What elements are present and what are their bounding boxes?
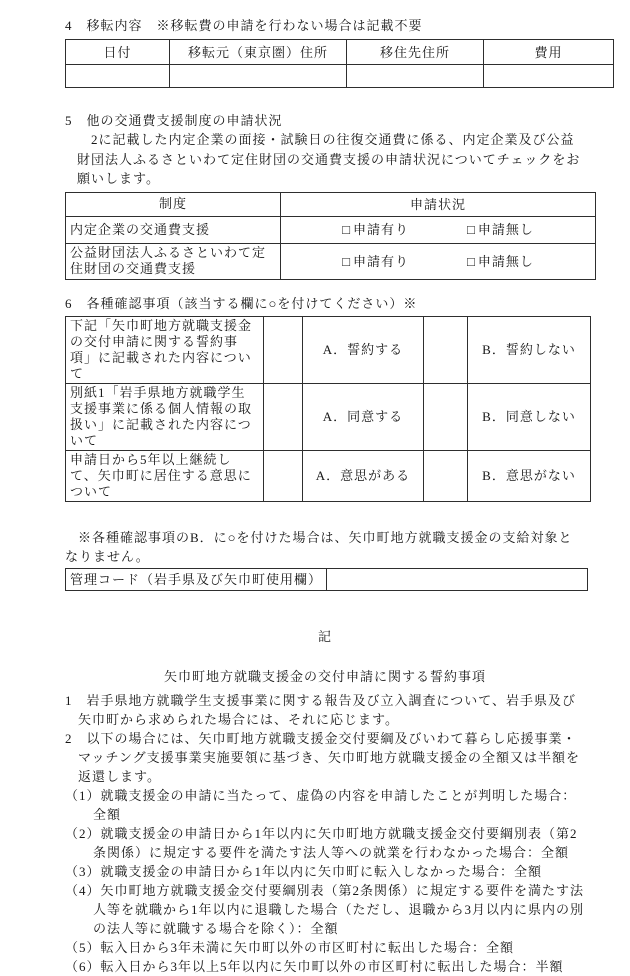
pledge-subitem-5: （5）転入日から3年未満に矢巾町以外の市区町村に転出した場合：全額 bbox=[65, 939, 515, 955]
confirmation-desc-personal-info: 別紙1「岩手県地方就職学生支援事業に係る個人情報の取扱い」に記載された内容について bbox=[66, 383, 264, 450]
checkbox-label: 申請無し bbox=[477, 222, 534, 237]
header-application-status: 申請状況 bbox=[281, 192, 596, 216]
pledge-item-2: 2 以下の場合には、矢巾町地方就職支援金交付要綱及びいわて暮らし応援事業・マッチング支援事業実施要領に基づき、矢巾町地方就職支援金の全額又は半額を返還します。 bbox=[65, 730, 581, 784]
checkbox-option-not-applied[interactable] bbox=[467, 252, 534, 271]
pledge-subitem-3: （3）就職支援金の申請日から1年以内に矢巾町に転入しなかった場合：全額 bbox=[65, 863, 543, 879]
checkbox-icon[interactable]: □ bbox=[342, 253, 351, 269]
table-row bbox=[66, 568, 588, 590]
checkbox-label: 申請無し bbox=[477, 253, 534, 269]
transport-support-table bbox=[65, 192, 596, 280]
system-name-foundation-support: 公益財団法人ふるさといわて定住財団の交通費支援 bbox=[66, 243, 281, 279]
table-row bbox=[66, 383, 591, 450]
checkbox-label: 申請有り bbox=[352, 253, 409, 269]
section5-heading: 5 他の交通費支援制度の申請状況 bbox=[65, 113, 283, 128]
relocation-origin-address-field[interactable] bbox=[170, 65, 347, 88]
relocation-table-input-row bbox=[66, 65, 614, 88]
circle-mark-cell-b[interactable] bbox=[424, 450, 468, 501]
checkbox-icon[interactable]: □ bbox=[467, 253, 476, 269]
confirmation-desc-residence-intent: 申請日から5年以上継続して、矢巾町に居住する意思について bbox=[66, 450, 264, 501]
pledge-subitem-4: （4）矢巾町地方就職支援金交付要綱別表（第2条関係）に規定する要件を満たす法人等を就職から1年以内に退職した場合（ただし、退職から3月以内に県内の別の法人等に就職する場合を除く）：全額 bbox=[65, 882, 585, 936]
circle-mark-cell-a[interactable] bbox=[264, 383, 303, 450]
option-b-consent[interactable]: B．同意しない bbox=[468, 383, 591, 450]
relocation-date-field[interactable] bbox=[66, 65, 170, 88]
pledge-title: 矢巾町地方就職支援金の交付申請に関する誓約事項 bbox=[163, 668, 486, 684]
admin-code-label: 管理コード（岩手県及び矢巾町使用欄） bbox=[66, 568, 327, 590]
option-b-pledge[interactable]: B．誓約しない bbox=[468, 316, 591, 383]
relocation-cost-field[interactable] bbox=[484, 65, 614, 88]
ki-marker: 記 bbox=[317, 628, 332, 644]
checkbox-option-applied[interactable] bbox=[342, 252, 409, 271]
pledge-subitem-2: （2）就職支援金の申請日から1年以内に矢巾町地方就職支援金交付要綱別表（第2条関係）に規定する要件を満たす法人等への就業を行わなかった場合：全額 bbox=[65, 825, 578, 860]
table-row bbox=[66, 243, 596, 279]
admin-code-field[interactable] bbox=[327, 568, 588, 590]
relocation-header-date: 日付 bbox=[66, 40, 170, 65]
table-row bbox=[66, 450, 591, 501]
circle-mark-cell-b[interactable] bbox=[424, 316, 468, 383]
checkbox-icon[interactable]: □ bbox=[342, 222, 351, 237]
circle-mark-cell-a[interactable] bbox=[264, 450, 303, 501]
section6-heading: 6 各種確認事項（該当する欄に○を付けてください）※ bbox=[65, 295, 418, 311]
confirmation-desc-pledge: 下記「矢巾町地方就職支援金の交付申請に関する誓約事項」に記載された内容について bbox=[66, 316, 264, 383]
circle-mark-cell-b[interactable] bbox=[424, 383, 468, 450]
pledge-item-1: 1 岩手県地方就職学生支援事業に関する報告及び立入調査について、岩手県及び矢巾町から求められた場合には、それに応じます。 bbox=[65, 692, 576, 727]
checkbox-option-applied[interactable] bbox=[342, 220, 409, 239]
checkbox-label: 申請有り bbox=[352, 222, 409, 237]
option-a-intent[interactable]: A．意思がある bbox=[303, 450, 424, 501]
section4-heading: 4 移転内容 ※移転費の申請を行わない場合は記載不要 bbox=[65, 18, 423, 33]
checkbox-icon[interactable]: □ bbox=[467, 222, 476, 237]
relocation-table-header-row bbox=[66, 40, 614, 65]
section5-intro-paragraph: 2に記載した内定企業の面接・試験日の往復交通費に係る、内定企業及び公益財団法人ふるさといわて定住財団の交通費支援の申請状況についてチェックをお願いします。 bbox=[77, 132, 581, 186]
pledge-subitem-1: （1）就職支援金の申請に当たって、虚偽の内容を申請したことが判明した場合：全額 bbox=[65, 787, 577, 822]
relocation-destination-address-field[interactable] bbox=[347, 65, 484, 88]
confirmation-items-table bbox=[65, 316, 591, 502]
relocation-table bbox=[65, 39, 614, 88]
checkbox-option-not-applied[interactable] bbox=[467, 220, 534, 239]
circle-mark-cell-a[interactable] bbox=[264, 316, 303, 383]
pledge-items bbox=[65, 691, 585, 976]
option-a-consent[interactable]: A．同意する bbox=[303, 383, 424, 450]
relocation-header-destination-address: 移住先住所 bbox=[347, 40, 484, 65]
relocation-header-origin-address: 移転元（東京圏）住所 bbox=[170, 40, 347, 65]
relocation-header-cost: 費用 bbox=[484, 40, 614, 65]
table-row bbox=[66, 216, 596, 243]
table-row bbox=[66, 316, 591, 383]
pledge-subitem-6: （6）転入日から3年以上5年以内に矢巾町以外の市区町村に転出した場合：半額 bbox=[65, 958, 564, 974]
transport-support-header-row bbox=[66, 192, 596, 216]
system-name-company-support: 内定企業の交通費支援 bbox=[66, 216, 281, 243]
header-system: 制度 bbox=[66, 192, 281, 216]
section6-note: ※各種確認事項のB．に○を付けた場合は、矢巾町地方就職支援金の支給対象となりません。 bbox=[65, 529, 573, 564]
option-a-pledge[interactable]: A．誓約する bbox=[303, 316, 424, 383]
admin-code-table bbox=[65, 568, 588, 591]
option-b-intent[interactable]: B．意思がない bbox=[468, 450, 591, 501]
